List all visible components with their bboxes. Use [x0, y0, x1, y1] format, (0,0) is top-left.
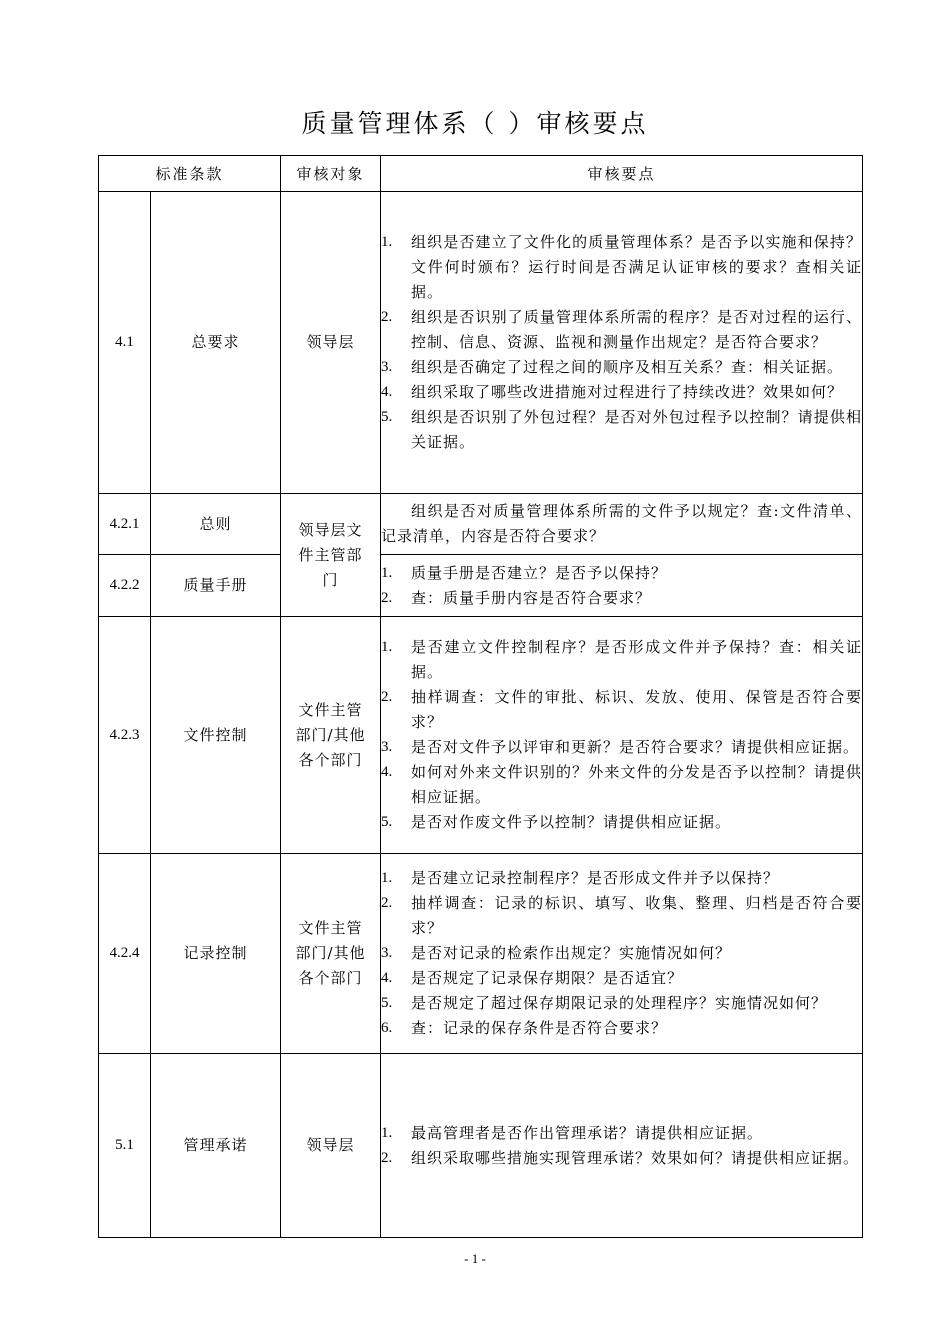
audit-table: [98, 155, 863, 1238]
list-item: 1. 最高管理者是否作出管理承诺？请提供相应证据。: [381, 1123, 764, 1142]
list-item: 2. 抽样调查：记录的标识、填写、收集、整理、归档是否符合要求？: [381, 894, 863, 937]
audit-target: 领导层: [281, 1054, 381, 1238]
audit-target: 文件主管部门/其他各个部门: [281, 854, 381, 1054]
table-row: [99, 555, 863, 617]
audit-target: 文件主管部门/其他各个部门: [281, 617, 381, 854]
list-item: 5. 组织是否识别了外包过程？是否对外包过程予以控制？请提供相关证据。: [381, 408, 863, 451]
clause-number: 4.2.1: [99, 494, 151, 555]
list-item: 4. 组织采取了哪些改进措施对过程进行了持续改进？效果如何？: [381, 383, 844, 401]
clause-name: 文件控制: [151, 617, 281, 854]
table-row: [99, 192, 863, 494]
list-item: 5. 是否规定了超过保存期限记录的处理程序？实施情况如何？: [381, 994, 828, 1012]
page-title: 质量管理体系（ ）审核要点: [301, 109, 649, 138]
list-item: 3. 组织是否确定了过程之间的顺序及相互关系？查：相关证据。: [381, 358, 844, 376]
table-header-row: [99, 156, 863, 192]
table-row: [99, 494, 863, 555]
clause-number: 4.1: [99, 192, 151, 494]
audit-points: [381, 555, 863, 617]
list-item: 2. 组织是否识别了质量管理体系所需的程序？是否对过程的运行、控制、信息、资源、监视和测量作出规定？是否符合要求？: [381, 308, 863, 351]
header-clause: 标准条款: [99, 156, 281, 192]
clause-number: 4.2.4: [99, 854, 151, 1054]
clause-name: 质量手册: [151, 555, 281, 617]
clause-name: 总要求: [151, 192, 281, 494]
table-row: [99, 617, 863, 854]
audit-points: [381, 854, 863, 1054]
header-target: 审核对象: [281, 156, 381, 192]
audit-points: [381, 192, 863, 494]
audit-target: 领导层文件主管部门: [281, 494, 381, 617]
list-item: 4. 如何对外来文件识别的？外来文件的分发是否予以控制？请提供相应证据。: [381, 763, 863, 806]
clause-number: 4.2.2: [99, 555, 151, 617]
table-row: [99, 1054, 863, 1238]
list-item: 1. 是否建立文件控制程序？是否形成文件并予保持？查：相关证据。: [381, 638, 863, 681]
list-item: 3. 是否对记录的检索作出规定？实施情况如何？: [381, 944, 732, 962]
header-points: 审核要点: [381, 156, 863, 192]
clause-number: 4.2.3: [99, 617, 151, 854]
list-item: 2. 组织采取哪些措施实现管理承诺？效果如何？请提供相应证据。: [381, 1148, 860, 1167]
page-number: - 1 -: [464, 1251, 486, 1266]
list-item: 4. 是否规定了记录保存期限？是否适宜？: [381, 969, 684, 987]
list-item: 6. 查：记录的保存条件是否符合要求？: [381, 1019, 668, 1037]
audit-points: [381, 617, 863, 854]
list-item: 5. 是否对作废文件予以控制？请提供相应证据。: [381, 813, 732, 831]
clause-name: 管理承诺: [151, 1054, 281, 1238]
list-item: 2. 抽样调查：文件的审批、标识、发放、使用、保管是否符合要求？: [381, 688, 863, 731]
list-item: 1. 是否建立记录控制程序？是否形成文件并予以保持？: [381, 869, 780, 887]
clause-number: 5.1: [99, 1054, 151, 1238]
table-row: [99, 854, 863, 1054]
audit-target: 领导层: [281, 192, 381, 494]
list-item: 2. 查：质量手册内容是否符合要求？: [381, 588, 652, 607]
list-item: 1. 组织是否建立了文件化的质量管理体系？是否予以实施和保持？文件何时颁布？运行时间是否满足认证审核的要求？查相关证据。: [381, 233, 863, 301]
audit-points: [381, 1054, 863, 1238]
clause-name: 总则: [151, 494, 281, 555]
list-item: 1. 质量手册是否建立？是否予以保持？: [381, 563, 668, 582]
list-item: 3. 是否对文件予以评审和更新？是否符合要求？请提供相应证据。: [381, 738, 860, 756]
audit-points: 组织是否对质量管理体系所需的文件予以规定？查:文件清单、记录清单，内容是否符合要求？: [381, 494, 863, 555]
clause-name: 记录控制: [151, 854, 281, 1054]
